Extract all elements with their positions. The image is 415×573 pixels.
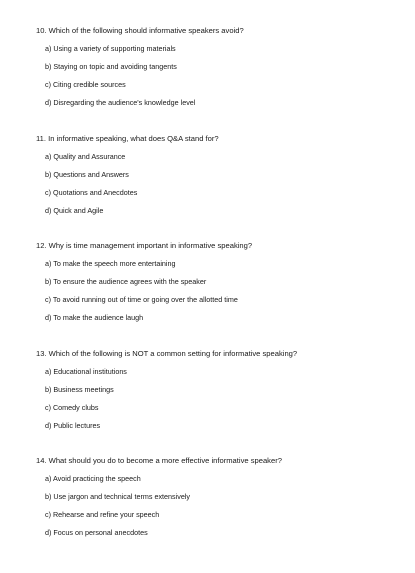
answer-options (36, 44, 406, 108)
answer-option: d) Quick and Agile (45, 206, 104, 215)
question-block (36, 26, 406, 108)
answer-option: a) Quality and Assurance (45, 152, 126, 161)
question-text: 13. Which of the following is NOT a common setting for informative speaking? (36, 349, 298, 358)
answer-options (36, 367, 406, 431)
answer-options (36, 474, 406, 538)
answer-option: a) Avoid practicing the speech (45, 474, 141, 483)
answer-options (36, 259, 406, 323)
answer-option: d) Disregarding the audience's knowledge level (45, 98, 196, 107)
answer-option: b) To ensure the audience agrees with the speaker (45, 277, 207, 286)
answer-option: d) Public lectures (45, 421, 101, 430)
question-text: 14. What should you do to become a more effective informative speaker? (36, 456, 282, 465)
answer-option: a) Educational institutions (45, 367, 127, 376)
answer-option: c) Citing credible sources (45, 80, 126, 89)
answer-option: a) Using a variety of supporting materials (45, 44, 176, 53)
answer-option: b) Staying on topic and avoiding tangents (45, 62, 177, 71)
answer-option: c) Comedy clubs (45, 403, 99, 412)
question-text: 10. Which of the following should informative speakers avoid? (36, 26, 244, 35)
answer-options (36, 152, 406, 216)
question-block (36, 349, 406, 431)
answer-option: d) Focus on personal anecdotes (45, 528, 148, 537)
answer-option: b) Use jargon and technical terms extensively (45, 492, 191, 501)
answer-option: b) Business meetings (45, 385, 114, 394)
question-block (36, 456, 406, 538)
answer-option: d) To make the audience laugh (45, 313, 144, 322)
answer-option: c) Rehearse and refine your speech (45, 510, 160, 519)
answer-option: c) To avoid running out of time or going over the allotted time (45, 295, 238, 304)
answer-option: a) To make the speech more entertaining (45, 259, 176, 268)
question-text: 11. In informative speaking, what does Q&A stand for? (36, 134, 219, 143)
answer-option: c) Quotations and Anecdotes (45, 188, 138, 197)
answer-option: b) Questions and Answers (45, 170, 129, 179)
question-block (36, 134, 406, 216)
question-block (36, 241, 406, 323)
question-text: 12. Why is time management important in informative speaking? (36, 241, 253, 250)
